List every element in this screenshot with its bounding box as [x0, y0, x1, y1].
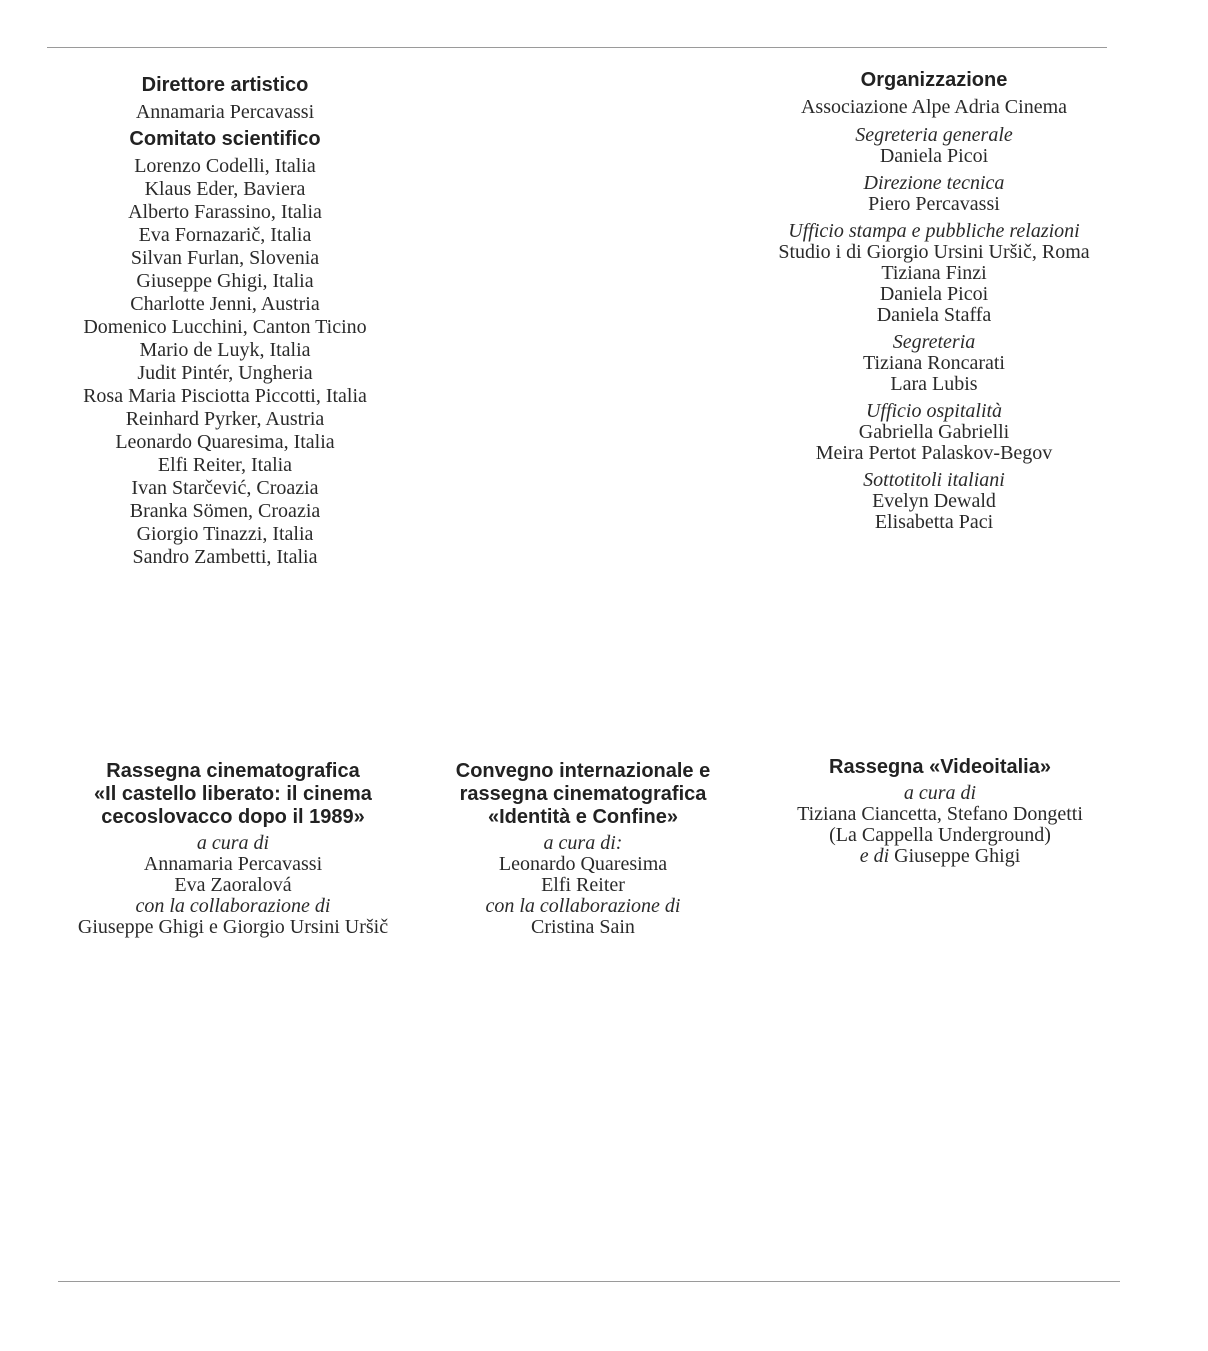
- technical-direction-label: Direzione tecnica: [863, 172, 1005, 194]
- curator-name: Leonardo Quaresima: [498, 853, 668, 875]
- top-rule: [47, 47, 1107, 48]
- hospitality-name: Meira Pertot Palaskov-Begov: [815, 442, 1053, 464]
- committee-member: Mario de Luyk, Italia: [139, 339, 311, 361]
- curator-name: (La Cappella Underground): [829, 824, 1051, 846]
- additional-curator-label: e di: [859, 845, 890, 867]
- curator-name: Eva Zaoralová: [174, 874, 292, 896]
- committee-member: Elfi Reiter, Italia: [157, 454, 293, 476]
- committee-heading: Comitato scientifico: [129, 128, 321, 150]
- committee-member: Reinhard Pyrker, Austria: [125, 408, 325, 430]
- curated-label: a cura di: [196, 832, 270, 854]
- collaborator-names: Cristina Sain: [531, 916, 635, 938]
- committee-member: Branka Sömen, Croazia: [129, 500, 321, 522]
- committee-member: Domenico Lucchini, Canton Ticino: [83, 316, 367, 338]
- identity-border-section: [408, 760, 758, 938]
- committee-member: Giuseppe Ghigi, Italia: [136, 270, 314, 292]
- additional-curator-name: Giuseppe Ghigi: [894, 845, 1021, 867]
- bottom-rule: [58, 1281, 1120, 1282]
- additional-curator: [770, 846, 1110, 867]
- subtitles-label: Sottotitoli italiani: [863, 469, 1005, 491]
- section-title-line: rassegna cinematografica: [459, 783, 707, 805]
- committee-member: Sandro Zambetti, Italia: [132, 546, 318, 568]
- collaborator-names: Giuseppe Ghigi e Giorgio Ursini Uršič: [77, 916, 389, 938]
- committee-member: Eva Fornazarič, Italia: [138, 224, 312, 246]
- committee-member: Klaus Eder, Baviera: [144, 178, 306, 200]
- secretary-label: Segreteria: [892, 331, 976, 353]
- committee-list: [40, 155, 410, 569]
- committee-member: Ivan Starčević, Croazia: [131, 477, 319, 499]
- videoitalia-section: [770, 756, 1110, 867]
- committee-member: Rosa Maria Pisciotta Piccotti, Italia: [83, 385, 367, 407]
- press-office-name: Daniela Picoi: [879, 283, 989, 305]
- curated-label: a cura di:: [543, 832, 623, 854]
- general-secretary-label: Segreteria generale: [855, 124, 1013, 146]
- organization-heading: Organizzazione: [860, 69, 1008, 91]
- director-heading: Direttore artistico: [141, 74, 309, 96]
- section-title-line: Convegno internazionale e: [455, 760, 711, 782]
- credits-left-column: [40, 74, 410, 569]
- committee-member: Leonardo Quaresima, Italia: [115, 431, 335, 453]
- section-title-line: «Identità e Confine»: [487, 806, 679, 828]
- committee-member: Charlotte Jenni, Austria: [130, 293, 320, 315]
- committee-member: Giorgio Tinazzi, Italia: [136, 523, 314, 545]
- curator-name: Tiziana Ciancetta, Stefano Dongetti: [797, 803, 1083, 825]
- secretary-name: Tiziana Roncarati: [862, 352, 1005, 374]
- director-name: Annamaria Percavassi: [135, 101, 315, 123]
- subtitles-name: Elisabetta Paci: [874, 511, 994, 533]
- secretary-name: Lara Lubis: [890, 373, 978, 395]
- technical-direction-name: Piero Percavassi: [868, 193, 1000, 215]
- collaboration-label: con la collaborazione di: [135, 895, 331, 917]
- czech-cinema-section: [38, 760, 428, 938]
- organization-name: Associazione Alpe Adria Cinema: [800, 96, 1068, 118]
- press-office-name: Daniela Staffa: [876, 304, 992, 326]
- curated-label: a cura di: [903, 782, 977, 804]
- section-title-line: «Il castello liberato: il cinema: [94, 783, 372, 805]
- press-office-name: Tiziana Finzi: [881, 262, 987, 284]
- collaboration-label: con la collaborazione di: [485, 895, 681, 917]
- committee-member: Alberto Farassino, Italia: [128, 201, 322, 223]
- section-title-line: Rassegna cinematografica: [106, 760, 360, 782]
- committee-member: Judit Pintér, Ungheria: [137, 362, 313, 384]
- curator-name: Elfi Reiter: [541, 874, 625, 896]
- committee-member: Lorenzo Codelli, Italia: [134, 155, 316, 177]
- curator-name: Annamaria Percavassi: [143, 853, 323, 875]
- press-office-label: Ufficio stampa e pubbliche relazioni: [788, 220, 1080, 242]
- hospitality-label: Ufficio ospitalità: [865, 400, 1003, 422]
- general-secretary-name: Daniela Picoi: [879, 145, 989, 167]
- credits-right-column: [758, 69, 1110, 533]
- subtitles-name: Evelyn Dewald: [872, 490, 996, 512]
- section-title-line: cecoslovacco dopo il 1989»: [101, 806, 365, 828]
- committee-member: Silvan Furlan, Slovenia: [130, 247, 320, 269]
- section-title: Rassegna «Videoitalia»: [829, 756, 1051, 778]
- press-office-name: Studio i di Giorgio Ursini Uršič, Roma: [778, 241, 1090, 263]
- hospitality-name: Gabriella Gabrielli: [858, 421, 1010, 443]
